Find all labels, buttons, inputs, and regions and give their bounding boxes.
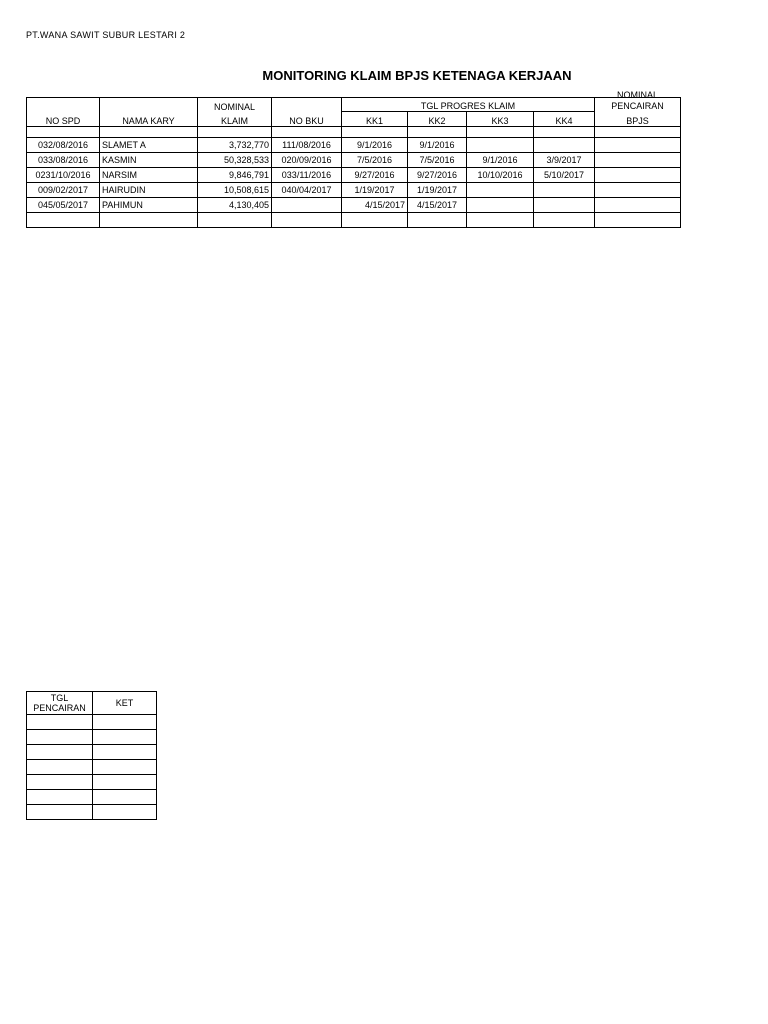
empty-cell [27, 790, 93, 805]
no-bku-header: NO BKU [272, 112, 342, 127]
no-spd-cell: 009/02/2017 [27, 183, 100, 198]
empty-cell [100, 127, 198, 138]
kk3-header: KK3 [467, 112, 534, 127]
nominal-cell: 50,328,533 [198, 153, 272, 168]
nominal-klaim-header-line1: NOMINAL [198, 98, 272, 112]
empty-cell [93, 790, 157, 805]
empty-row [27, 213, 681, 228]
no-spd-cell: 0231/10/2016 [27, 168, 100, 183]
kk1-cell: 1/19/2017 [342, 183, 408, 198]
header-row-bottom [27, 112, 681, 127]
no-spd-header-top [27, 98, 100, 112]
kk4-cell [534, 138, 595, 153]
empty-cell [27, 715, 93, 730]
empty-row [27, 127, 681, 138]
kk3-cell: 10/10/2016 [467, 168, 534, 183]
nama-header: NAMA KARY [100, 112, 198, 127]
nama-cell: KASMIN [100, 153, 198, 168]
no-bku-cell [272, 198, 342, 213]
klaim-table [26, 89, 681, 228]
empty-cell [100, 213, 198, 228]
empty-cell [534, 127, 595, 138]
no-bku-cell: 020/09/2016 [272, 153, 342, 168]
nominal-pencairan-line2: PENCAIRAN [611, 100, 664, 111]
empty-cell [93, 730, 157, 745]
table-row [27, 183, 681, 198]
kk2-cell: 9/1/2016 [408, 138, 467, 153]
kk3-cell [467, 138, 534, 153]
empty-cell [272, 127, 342, 138]
table-row [27, 198, 681, 213]
header-row-top [27, 98, 681, 112]
kk4-cell [534, 183, 595, 198]
nominal-pencairan-line1: NOMINAL [617, 89, 659, 100]
nama-cell: HAIRUDIN [100, 183, 198, 198]
empty-cell [27, 745, 93, 760]
no-spd-header: NO SPD [27, 112, 100, 127]
nama-header-top [100, 98, 198, 112]
pencairan-header-row [27, 692, 157, 715]
list-item [27, 790, 157, 805]
kk1-cell: 7/5/2016 [342, 153, 408, 168]
empty-cell [198, 213, 272, 228]
pencairan-cell [595, 138, 681, 153]
empty-cell [93, 775, 157, 790]
tgl-pencairan-line2: PENCAIRAN [33, 703, 86, 713]
empty-cell [342, 127, 408, 138]
empty-cell [27, 127, 100, 138]
no-bku-header-top [272, 98, 342, 112]
kk1-header: KK1 [342, 112, 408, 127]
list-item [27, 715, 157, 730]
list-item [27, 805, 157, 820]
empty-cell [198, 127, 272, 138]
tgl-pencairan-header [27, 692, 93, 715]
empty-cell [408, 213, 467, 228]
nominal-pencairan-stack [595, 90, 680, 112]
nominal-cell: 9,846,791 [198, 168, 272, 183]
company-name: PT.WANA SAWIT SUBUR LESTARI 2 [26, 30, 186, 40]
nominal-pencairan-line3: BPJS [595, 112, 681, 127]
list-item [27, 775, 157, 790]
empty-cell [595, 213, 681, 228]
no-spd-cell: 033/08/2016 [27, 153, 100, 168]
kk1-cell: 9/27/2016 [342, 168, 408, 183]
pencairan-cell [595, 153, 681, 168]
no-spd-cell: 032/08/2016 [27, 138, 100, 153]
pencairan-table [26, 691, 157, 820]
kk4-cell: 5/10/2017 [534, 168, 595, 183]
table-row [27, 138, 681, 153]
kk2-cell: 1/19/2017 [408, 183, 467, 198]
empty-cell [408, 127, 467, 138]
pencairan-cell [595, 168, 681, 183]
empty-cell [93, 805, 157, 820]
empty-cell [27, 730, 93, 745]
empty-cell [342, 213, 408, 228]
kk4-header: KK4 [534, 112, 595, 127]
empty-cell [467, 213, 534, 228]
no-bku-cell: 033/11/2016 [272, 168, 342, 183]
nama-cell: PAHIMUN [100, 198, 198, 213]
empty-cell [27, 805, 93, 820]
empty-cell [27, 775, 93, 790]
no-spd-cell: 045/05/2017 [27, 198, 100, 213]
kk1-cell: 9/1/2016 [342, 138, 408, 153]
nama-cell: NARSIM [100, 168, 198, 183]
nominal-klaim-header-line2: KLAIM [198, 112, 272, 127]
kk3-cell [467, 198, 534, 213]
list-item [27, 730, 157, 745]
title-text: MONITORING KLAIM BPJS KETENAGA KERJAAN [262, 68, 572, 83]
empty-cell [27, 760, 93, 775]
nama-cell: SLAMET A [100, 138, 198, 153]
kk1-cell: 4/15/2017 [342, 198, 408, 213]
empty-cell [272, 213, 342, 228]
list-item [27, 745, 157, 760]
pencairan-cell [595, 198, 681, 213]
nominal-pencairan-header-top [595, 89, 681, 112]
empty-cell [595, 127, 681, 138]
tgl-pencairan-line1: TGL [50, 693, 69, 703]
empty-cell [93, 715, 157, 730]
kk4-cell [534, 198, 595, 213]
no-bku-cell: 040/04/2017 [272, 183, 342, 198]
page-title [0, 68, 768, 83]
table-row [27, 168, 681, 183]
nominal-cell: 10,508,615 [198, 183, 272, 198]
empty-cell [27, 213, 100, 228]
kk3-cell [467, 183, 534, 198]
pencairan-cell [595, 183, 681, 198]
nominal-cell: 3,732,770 [198, 138, 272, 153]
kk4-cell: 3/9/2017 [534, 153, 595, 168]
empty-cell [93, 760, 157, 775]
nominal-cell: 4,130,405 [198, 198, 272, 213]
kk2-header: KK2 [408, 112, 467, 127]
tgl-progres-header: TGL PROGRES KLAIM [342, 98, 595, 112]
empty-cell [93, 745, 157, 760]
kk2-cell: 9/27/2016 [408, 168, 467, 183]
no-bku-cell: 111/08/2016 [272, 138, 342, 153]
kk2-cell: 4/15/2017 [408, 198, 467, 213]
kk3-cell: 9/1/2016 [467, 153, 534, 168]
empty-cell [467, 127, 534, 138]
kk2-cell: 7/5/2016 [408, 153, 467, 168]
list-item [27, 760, 157, 775]
table-row [27, 153, 681, 168]
empty-cell [534, 213, 595, 228]
ket-header: KET [93, 692, 157, 715]
